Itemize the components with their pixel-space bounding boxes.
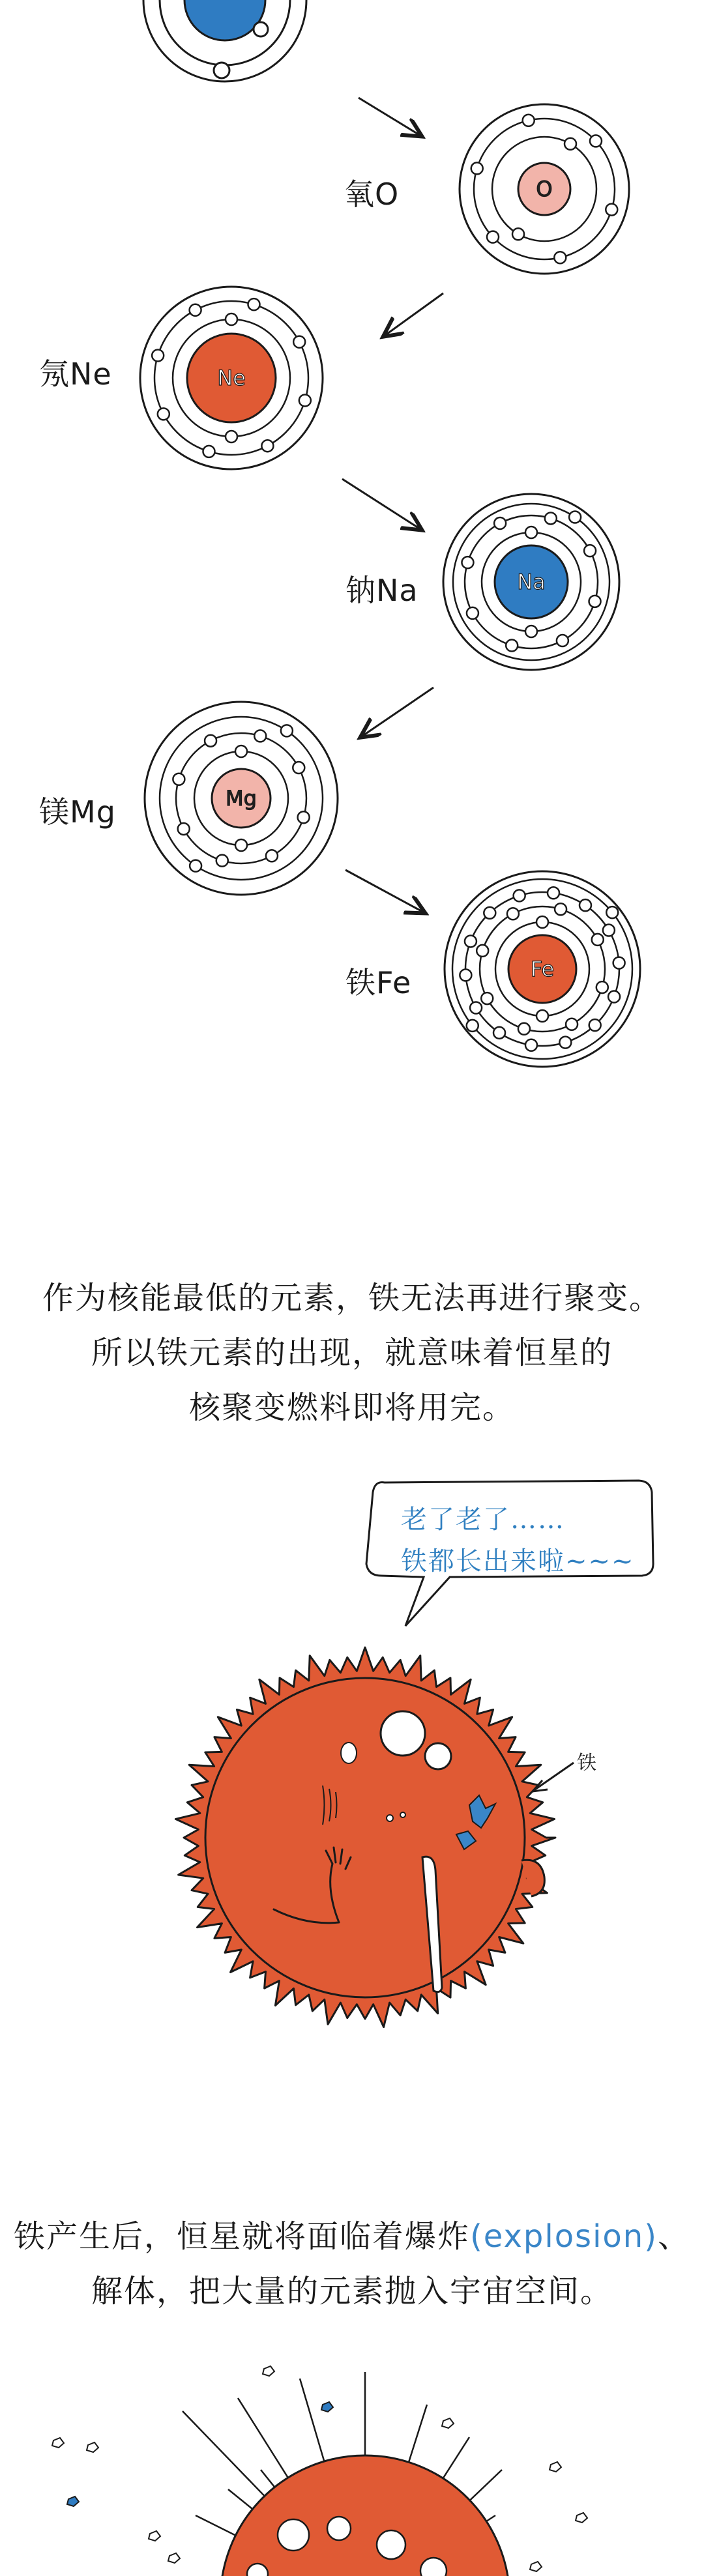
electron: [565, 138, 576, 150]
paragraph-line: 核聚变燃料即将用完。: [188, 1389, 515, 1426]
electron: [536, 916, 548, 928]
electron: [173, 774, 184, 785]
atom-top-partial: [143, 0, 306, 81]
electron: [584, 545, 596, 557]
electron: [494, 517, 506, 529]
electron: [471, 162, 483, 174]
explosion-term: (explosion): [470, 2218, 658, 2255]
debris-fragment: [168, 2553, 180, 2563]
sun-pupil: [341, 1743, 357, 1763]
electron: [235, 839, 247, 851]
iron-tag-label: 铁: [577, 1752, 596, 1774]
paragraph-line: 所以铁元素的出现，就意味着恒星的: [91, 1335, 613, 1371]
electron: [467, 1020, 478, 1032]
electron: [559, 1037, 571, 1049]
electron: [613, 957, 625, 969]
paragraph-line: 解体，把大量的元素抛入宇宙空间。: [91, 2273, 613, 2309]
electron: [554, 252, 566, 263]
electron: [525, 626, 537, 637]
electron: [566, 1019, 578, 1030]
atom-ne: [140, 287, 323, 469]
paragraph-line: 作为核能最低的元素，铁无法再进行聚变。: [42, 1280, 662, 1316]
electron: [226, 313, 237, 325]
label-neon: 氖Ne: [39, 356, 112, 392]
nucleus-symbol: Fe: [530, 957, 555, 981]
electron: [518, 1023, 530, 1035]
paragraph-iron-fusion: [0, 1271, 704, 1435]
electron: [606, 204, 617, 216]
electron: [507, 908, 519, 919]
nucleus-symbol: O: [536, 177, 553, 201]
electron: [557, 635, 568, 646]
electron: [512, 228, 524, 240]
electron: [536, 1010, 548, 1022]
atom-na: [443, 494, 619, 670]
atom-fe: [445, 871, 640, 1067]
electron: [465, 935, 477, 947]
arrows: [342, 98, 443, 912]
electron: [525, 1039, 537, 1051]
electron: [203, 446, 215, 457]
electron: [484, 907, 495, 919]
sun-eye-small: [425, 1743, 451, 1769]
debris-fragment: [52, 2438, 64, 2448]
debris-fragment: [263, 2366, 274, 2376]
arrow-4: [362, 687, 433, 736]
arrow-2: [385, 293, 443, 336]
electron: [293, 336, 305, 348]
electron: [569, 512, 581, 523]
electron: [589, 1019, 601, 1031]
debris-fragment: [321, 2402, 333, 2412]
electron: [216, 855, 228, 867]
paragraph-text: 、: [657, 2218, 690, 2255]
electron: [152, 350, 164, 362]
sun-dot: [400, 1812, 405, 1817]
electron: [548, 887, 559, 899]
electron: [493, 1027, 505, 1039]
sun-dot: [387, 1815, 393, 1821]
electron: [506, 640, 518, 652]
crater: [377, 2530, 405, 2559]
crater: [278, 2519, 309, 2551]
label-iron: 铁Fe: [345, 965, 412, 1000]
speech-bubble-text: [401, 1499, 635, 1582]
debris-fragment: [576, 2513, 587, 2523]
electron: [299, 394, 311, 406]
debris-fragment: [67, 2496, 79, 2506]
electron: [525, 527, 537, 538]
electron: [523, 115, 535, 126]
electron: [596, 981, 608, 993]
electron: [298, 811, 310, 823]
electron: [460, 969, 471, 981]
electron: [606, 906, 618, 918]
electron: [205, 735, 216, 747]
electron: [481, 992, 493, 1004]
debris-fragment: [550, 2462, 561, 2472]
electron: [293, 762, 304, 774]
debris-fragment: [530, 2562, 542, 2571]
atom-o: [460, 104, 629, 274]
arrow-5: [345, 870, 424, 912]
sun-face: [205, 1678, 525, 1997]
electron: [158, 408, 169, 420]
electron: [178, 823, 190, 835]
label-sodium: 钠Na: [345, 573, 418, 608]
sun-eye-large: [381, 1711, 425, 1756]
arrow-3: [342, 479, 420, 529]
nucleus-symbol: Ne: [217, 366, 246, 390]
sun-character: [175, 1647, 555, 2027]
electron: [190, 860, 201, 872]
electron: [590, 135, 602, 147]
paragraph-explosion: [0, 2209, 704, 2319]
debris-fragment: [149, 2531, 160, 2541]
electron: [514, 890, 525, 901]
electron: [470, 1002, 482, 1014]
electron: [487, 231, 499, 243]
electron: [226, 431, 237, 442]
nucleus-symbol: Mg: [226, 786, 257, 811]
electron: [477, 945, 488, 957]
crater: [420, 2558, 447, 2576]
electron: [261, 440, 273, 452]
electron: [467, 607, 478, 619]
atom-mg: [145, 702, 338, 895]
electron: [579, 899, 591, 911]
bubble-line: 老了老了……: [401, 1505, 565, 1535]
electron: [555, 903, 566, 915]
electron: [281, 725, 293, 736]
electron: [589, 596, 601, 607]
debris-fragment: [87, 2442, 98, 2452]
nucleus-symbol: Na: [517, 570, 546, 594]
electron: [462, 557, 473, 568]
electron: [190, 304, 201, 316]
bubble-line: 铁都长出来啦~~~: [401, 1546, 635, 1576]
crater: [327, 2517, 351, 2540]
explosion-illustration: [52, 2366, 587, 2576]
label-oxygen: 氧O: [344, 177, 400, 212]
debris-fragment: [442, 2418, 454, 2428]
electron: [603, 924, 615, 936]
paragraph-text: 铁产生后，恒星就将面临着爆炸: [14, 2218, 471, 2255]
electron: [592, 934, 604, 946]
electron: [235, 745, 247, 757]
electron: [545, 512, 557, 524]
electron: [254, 730, 266, 742]
electron: [608, 991, 620, 1003]
electron: [266, 850, 278, 861]
electron: [248, 298, 259, 310]
label-magnesium: 镁Mg: [39, 794, 116, 830]
arrow-1: [359, 98, 420, 136]
